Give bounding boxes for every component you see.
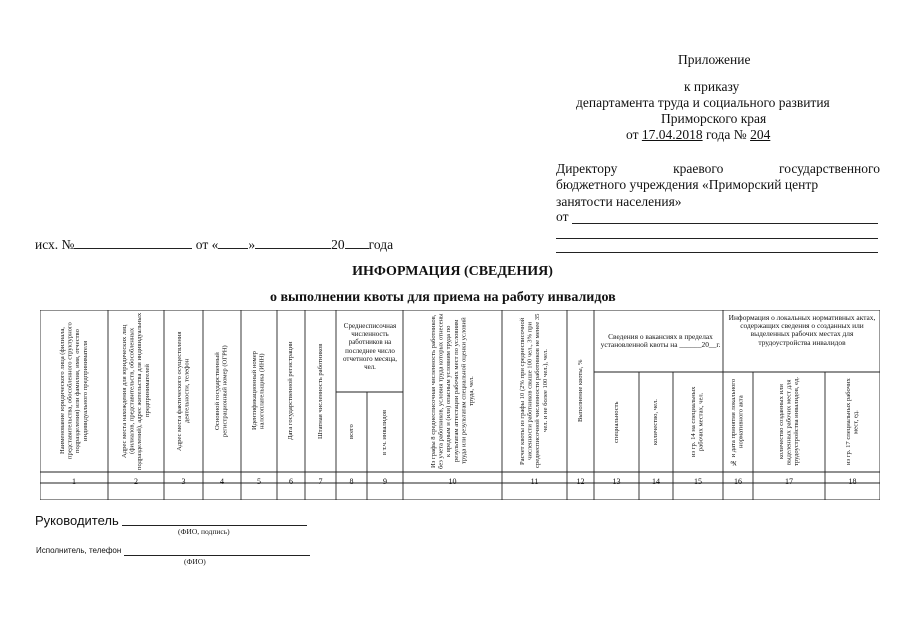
appendix-department-line: департамента труда и социального развития (576, 95, 830, 110)
col-number-9: 9 (383, 477, 387, 486)
col-number-12: 12 (576, 477, 585, 486)
outgoing-day-field[interactable] (218, 248, 248, 249)
outgoing-number-field[interactable] (74, 248, 192, 249)
col-number-3: 3 (181, 477, 186, 486)
header-col-10: Из графы 8 среднесписочная численность работников, без учета работников, условия труда которых отнесены к вредным и (или) опасным условиям труда по результатам аттестации рабочих мест по условиям труда или результатам специальной оценки условий труда, чел. (429, 313, 475, 469)
header-col-18: из гр. 17 специальных рабочих мест, ед. (844, 378, 860, 466)
col-number-6: 6 (289, 477, 293, 486)
appendix-order-line: к приказу (684, 79, 740, 94)
header-col-1: Наименование юридического лица (филиала, представительства, обособленного структурного подразделения) или фамилия, имя, отчество индивидуального предпринимателя (58, 322, 89, 460)
appendix-number: 204 (750, 127, 771, 142)
addressee-from-label: от (556, 209, 569, 224)
col-number-15: 15 (694, 477, 702, 486)
appendix-date-line: от 17.04.2018 года № 204 (626, 127, 771, 142)
head-signature-line[interactable] (122, 525, 307, 526)
header-col-12: Выполнение квоты, % (576, 359, 584, 423)
executor-label: Исполнитель, телефон (36, 546, 122, 555)
outgoing-month-field[interactable] (255, 248, 331, 249)
header-col-2: Адрес места нахождения для юридических лиц (филиалов, представительств, обособленных подразделений), адрес жительства для индивидуальных предпринимателей (120, 312, 151, 470)
header-group-regulations: Информация о локальных нормативных актах, содержащих сведения о созданных или выделенных рабочих местах для трудоустройства инвалидов (728, 313, 876, 347)
col-number-13: 13 (612, 477, 621, 486)
col-number-17: 17 (785, 477, 793, 486)
col-number-4: 4 (220, 477, 224, 486)
executor-signature-line[interactable] (124, 555, 310, 556)
header-col-17: количество созданных или выделенных рабочих мест для трудоустройства инвалидов, ед. (777, 377, 800, 467)
outgoing-year-field[interactable] (345, 248, 369, 249)
col-number-16: 16 (734, 477, 742, 486)
col-number-8: 8 (349, 477, 354, 486)
header-col-4: Основной государственный регистрационный номер (ОГРН) (214, 345, 229, 437)
col-number-2: 2 (134, 477, 138, 486)
document-subtitle: о выполнении квоты для приема на работу инвалидов (270, 290, 616, 305)
header-group-vacancies: Сведения о вакансиях в пределах установленной квоты на ______20__г. (600, 332, 721, 350)
addressee-line-3: занятости населения» (556, 194, 682, 209)
document-title: ИНФОРМАЦИЯ (СВЕДЕНИЯ) (352, 264, 553, 279)
header-col-14: количество, чел. (652, 399, 660, 445)
col-number-7: 7 (318, 477, 323, 486)
col-number-10: 10 (448, 477, 457, 486)
col-number-5: 5 (257, 477, 261, 486)
table-row[interactable] (40, 483, 880, 500)
header-col-11: Расчет квоты из графы 10 (2% при среднесписочной численности работников свыше 100 чел., 3% при среднесписочной численности работников не менее 35 чел. и не более 100 чел.), чел. (519, 313, 550, 469)
outgoing-line: исх. № от « » 20 года (35, 237, 394, 252)
appendix-region-line: Приморского края (661, 111, 767, 126)
col-number-14: 14 (652, 477, 660, 486)
header-group-average: Среднесписочная численность работников на последнее число отчетного месяца, чел. (343, 322, 397, 372)
header-col-8: всего (347, 424, 355, 440)
col-number-11: 11 (530, 477, 539, 486)
col-number-18: 18 (848, 477, 857, 486)
header-col-5: Идентификационный номер налогоплательщика (ИНН) (251, 351, 266, 431)
addressee-from-line[interactable] (572, 223, 878, 224)
appendix-date: 17.04.2018 (641, 127, 703, 142)
addressee-line-1: Директору краевого государственного (556, 161, 880, 176)
addressee-line-2: бюджетного учреждения «Приморский центр (556, 177, 819, 192)
addressee-line-blank-2[interactable] (556, 252, 878, 253)
header-col-16: № и дата принятия локального нормативного акта (730, 378, 745, 466)
executor-caption: (ФИО) (184, 557, 206, 566)
head-caption: (ФИО, подпись) (178, 527, 230, 536)
appendix-title: Приложение (678, 52, 751, 67)
header-col-9: в т.ч. инвалидов (381, 409, 389, 455)
header-col-6: Дата государственной регистрации (287, 341, 295, 441)
col-number-1: 1 (72, 477, 76, 486)
header-col-3: Адрес места фактического осуществления деятельности, телефон (175, 331, 191, 451)
header-col-13: специальность (612, 401, 620, 443)
head-label: Руководитель (35, 513, 119, 528)
header-col-15: из гр. 14 на специальных рабочих местах, чел. (690, 386, 705, 458)
header-col-7: Штатная численность работников (316, 343, 324, 439)
addressee-line-blank-1[interactable] (556, 238, 878, 239)
